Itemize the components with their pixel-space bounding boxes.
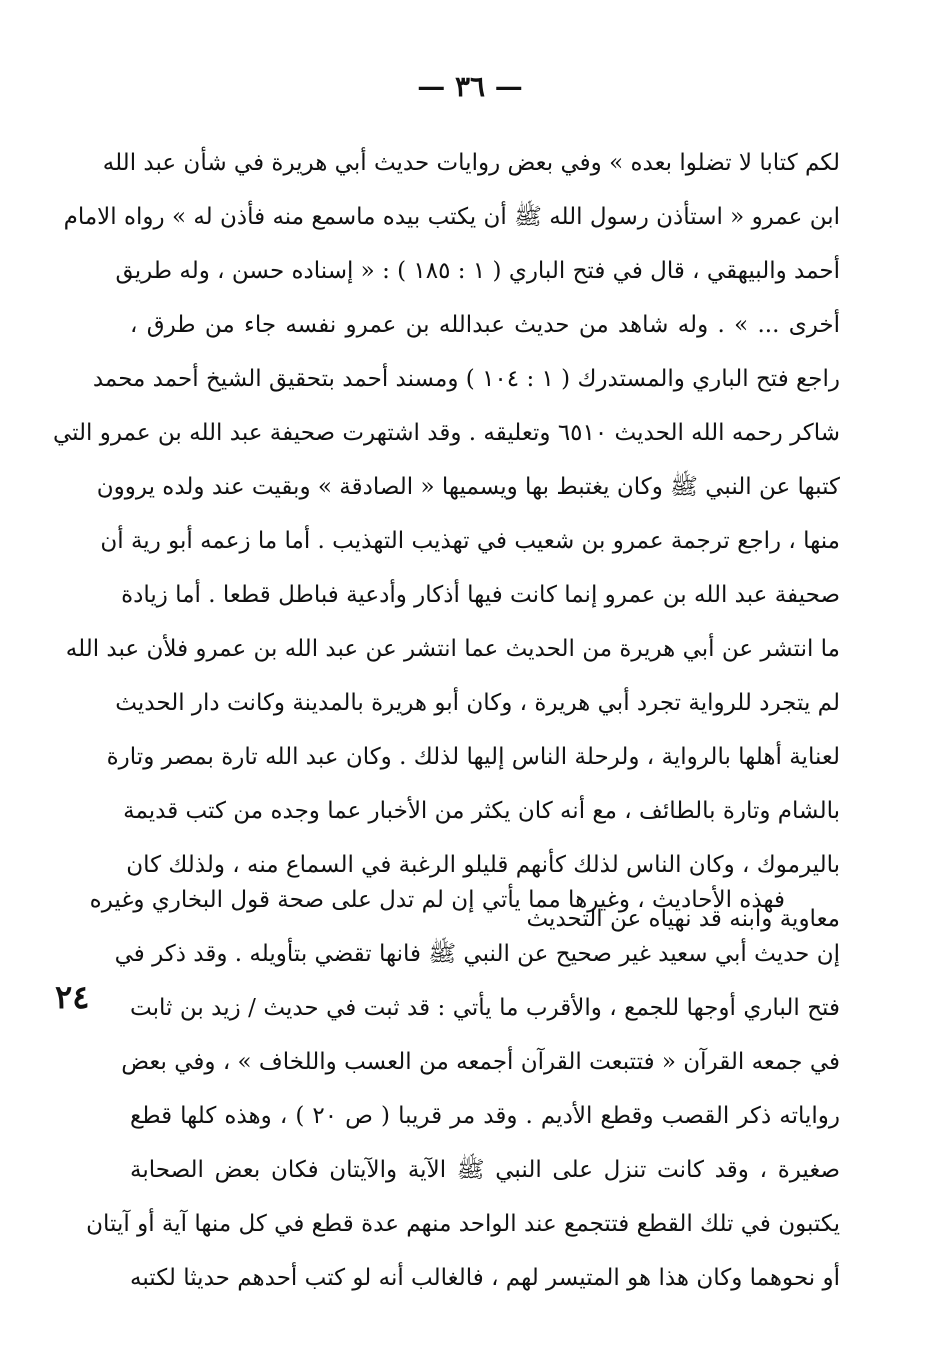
text-line: رواياته ذكر القصب وقطع الأديم . وقد مر قريبا ( ص ٢٠ ) ، وهذه كلها قطع bbox=[130, 1103, 840, 1129]
text-line: إن حديث أبي سعيد غير صحيح عن النبي ﷺ فانها تقضي بتأويله . وقد ذكر في bbox=[114, 941, 840, 967]
text-line: كتبها عن النبي ﷺ وكان يغتبط بها ويسميها « الصادقة » وبقيت عند ولده يروون bbox=[96, 474, 840, 500]
text-line: فهذه الأحاديث ، وغيرها مما يأتي إن لم تدل على صحة قول البخاري وغيره bbox=[89, 887, 785, 913]
text-line: معاوية وابنه قد نهياه عن التحديث bbox=[526, 906, 840, 932]
paragraph-2 bbox=[86, 873, 840, 1305]
text-line: أخرى ... » . وله شاهد من حديث عبدالله بن عمرو نفسه جاء من طرق ، bbox=[130, 312, 840, 338]
text-line: لكم كتابا لا تضلوا بعده » وفي بعض روايات حديث أبي هريرة في شأن عبد الله bbox=[102, 150, 840, 176]
text-line: ابن عمرو « استأذن رسول الله ﷺ أن يكتب بيده ماسمع منه فأذن له » رواه الامام bbox=[63, 204, 840, 230]
text-line: أو نحوهما وكان هذا هو المتيسر لهم ، فالغالب أنه لو كتب أحدهم حديثا لكتبه bbox=[130, 1265, 840, 1291]
text-line: راجع فتح الباري والمستدرك ( ١ : ١٠٤ ) ومسند أحمد بتحقيق الشيخ أحمد محمد bbox=[92, 366, 840, 392]
text-line: منها ، راجع ترجمة عمرو بن شعيب في تهذيب التهذيب . أما ما زعمه أبو رية أن bbox=[100, 528, 840, 554]
paragraph-1 bbox=[52, 136, 840, 946]
page-number: — ٣٦ — bbox=[417, 70, 523, 103]
text-line: يكتبون في تلك القطع فتتجمع عند الواحد منهم عدة قطع في كل منها آية أو آيتان bbox=[86, 1211, 840, 1237]
text-line: لم يتجرد للرواية تجرد أبي هريرة ، وكان أبو هريرة بالمدينة وكانت دار الحديث bbox=[115, 690, 840, 716]
text-line: بالشام وتارة بالطائف ، مع أنه كان يكثر من الأخبار عما وجده من كتب قديمة bbox=[123, 798, 840, 824]
text-line: فتح الباري أوجها للجمع ، والأقرب ما يأتي : قد ثبت في حديث / زيد بن ثابت bbox=[130, 995, 840, 1021]
margin-page-marker: ٢٤ bbox=[55, 978, 90, 1016]
text-line: شاكر رحمه الله الحديث ٦٥١٠ وتعليقه . وقد اشتهرت صحيفة عبد الله بن عمرو التي bbox=[52, 420, 840, 446]
text-line: صحيفة عبد الله بن عمرو إنما كانت فيها أذكار وأدعية فباطل قطعا . أما زيادة bbox=[121, 582, 840, 608]
text-line: صغيرة ، وقد كانت تنزل على النبي ﷺ الآية والآيتان فكان بعض الصحابة bbox=[130, 1157, 840, 1183]
text-line: ما انتشر عن أبي هريرة من الحديث عما انتشر عن عبد الله بن عمرو فلأن عبد الله bbox=[65, 636, 840, 662]
text-line: باليرموك ، وكان الناس لذلك كأنهم قليلو الرغبة في السماع منه ، ولذلك كان bbox=[126, 852, 840, 878]
text-line: في جمعه القرآن « فتتبعت القرآن أجمعه من العسب واللخاف » ، وفي بعض bbox=[121, 1049, 840, 1075]
text-line: لعناية أهلها بالرواية ، ولرحلة الناس إليها لذلك . وكان عبد الله تارة بمصر وتارة bbox=[106, 744, 840, 770]
text-line: أحمد والبيهقي ، قال في فتح الباري ( ١ : ١٨٥ ) : « إسناده حسن ، وله طريق bbox=[115, 258, 840, 284]
